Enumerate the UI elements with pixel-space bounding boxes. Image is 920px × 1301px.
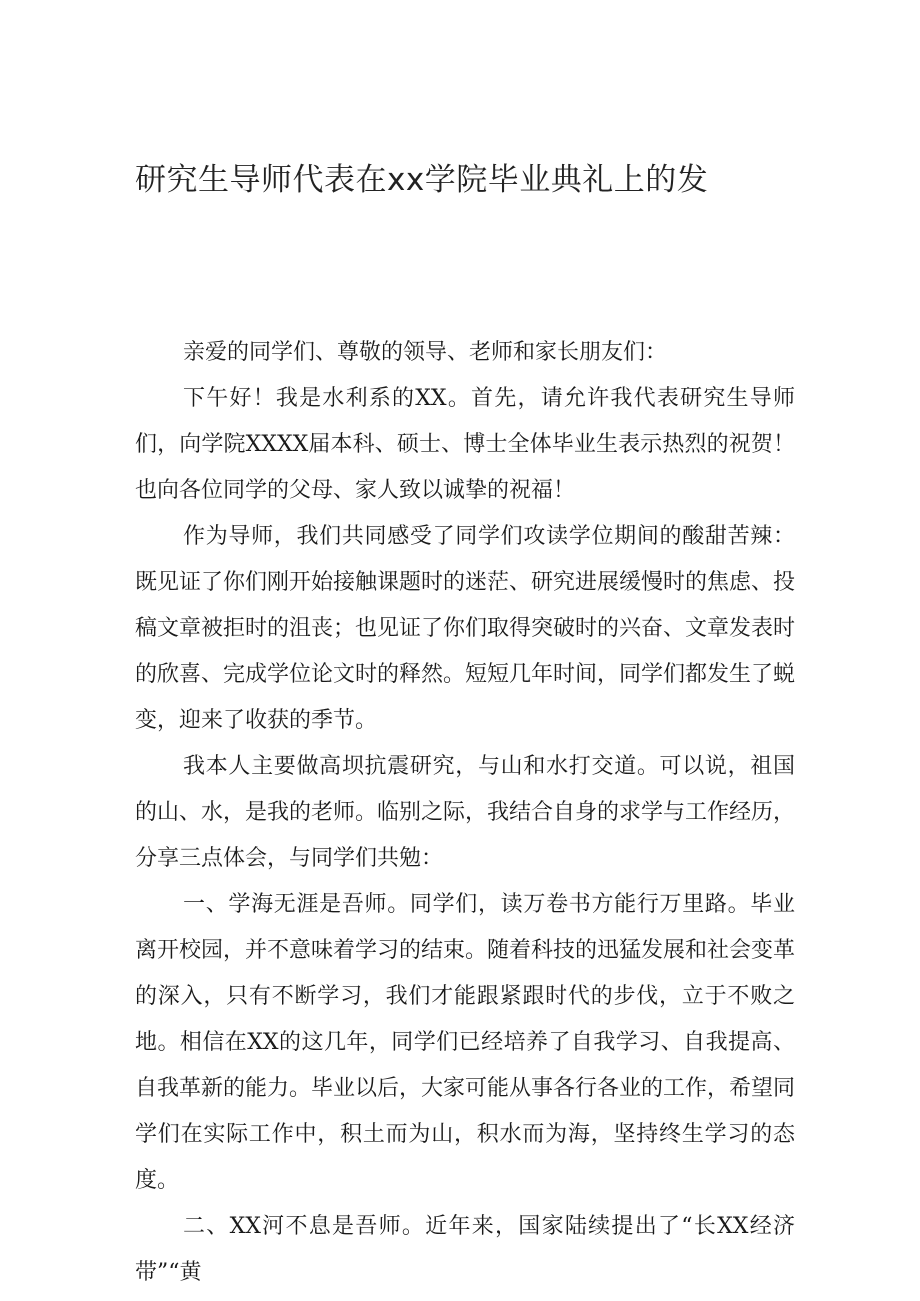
- point-one-paragraph: 一、学海无涯是吾师。同学们，读万卷书方能行万里路。毕业离开校园，并不意味着学习的结束。随着科技的迅猛发展和社会变革的深入，只有不断学习，我们才能跟紧跟时代的步伐，立于不败之地。相信在XX的这几年，同学们已经培养了自我学习、自我提高、自我革新的能力。毕业以后，大家可能从事各行各业的工作，希望同学们在实际工作中，积土而为山，积水而为海，坚持终生学习的态度。: [135, 892, 796, 1193]
- document-body: [135, 330, 795, 1296]
- salutation-paragraph: 亲爱的同学们、尊敬的领导、老师和家长朋友们：: [183, 340, 668, 365]
- point-two-paragraph: 二、XX河不息是吾师。近年来，国家陆续提出了“长XX经济带”“黄: [135, 1214, 795, 1285]
- body-paragraph: 作为导师，我们共同感受了同学们攻读学位期间的酸甜苦辣：既见证了你们刚开始接触课题时的迷茫、研究进展缓慢时的焦虑、投稿文章被拒时的沮丧；也见证了你们取得突破时的兴奋、文章发表时的欣喜、完成学位论文时的释然。短短几年时间，同学们都发生了蜕变，迎来了收获的季节。: [135, 524, 796, 733]
- document-title: 研究生导师代表在xx学院毕业典礼上的发: [135, 162, 709, 198]
- body-paragraph: 我本人主要做高坝抗震研究，与山和水打交道。可以说，祖国的山、水，是我的老师。临别之际，我结合自身的求学与工作经历，分享三点体会，与同学们共勉：: [135, 754, 796, 871]
- greeting-paragraph: 下午好！我是水利系的XX。首先，请允许我代表研究生导师们，向学院XXXX届本科、硕士、博士全体毕业生表示热烈的祝贺！也向各位同学的父母、家人致以诚挚的祝福！: [135, 386, 795, 503]
